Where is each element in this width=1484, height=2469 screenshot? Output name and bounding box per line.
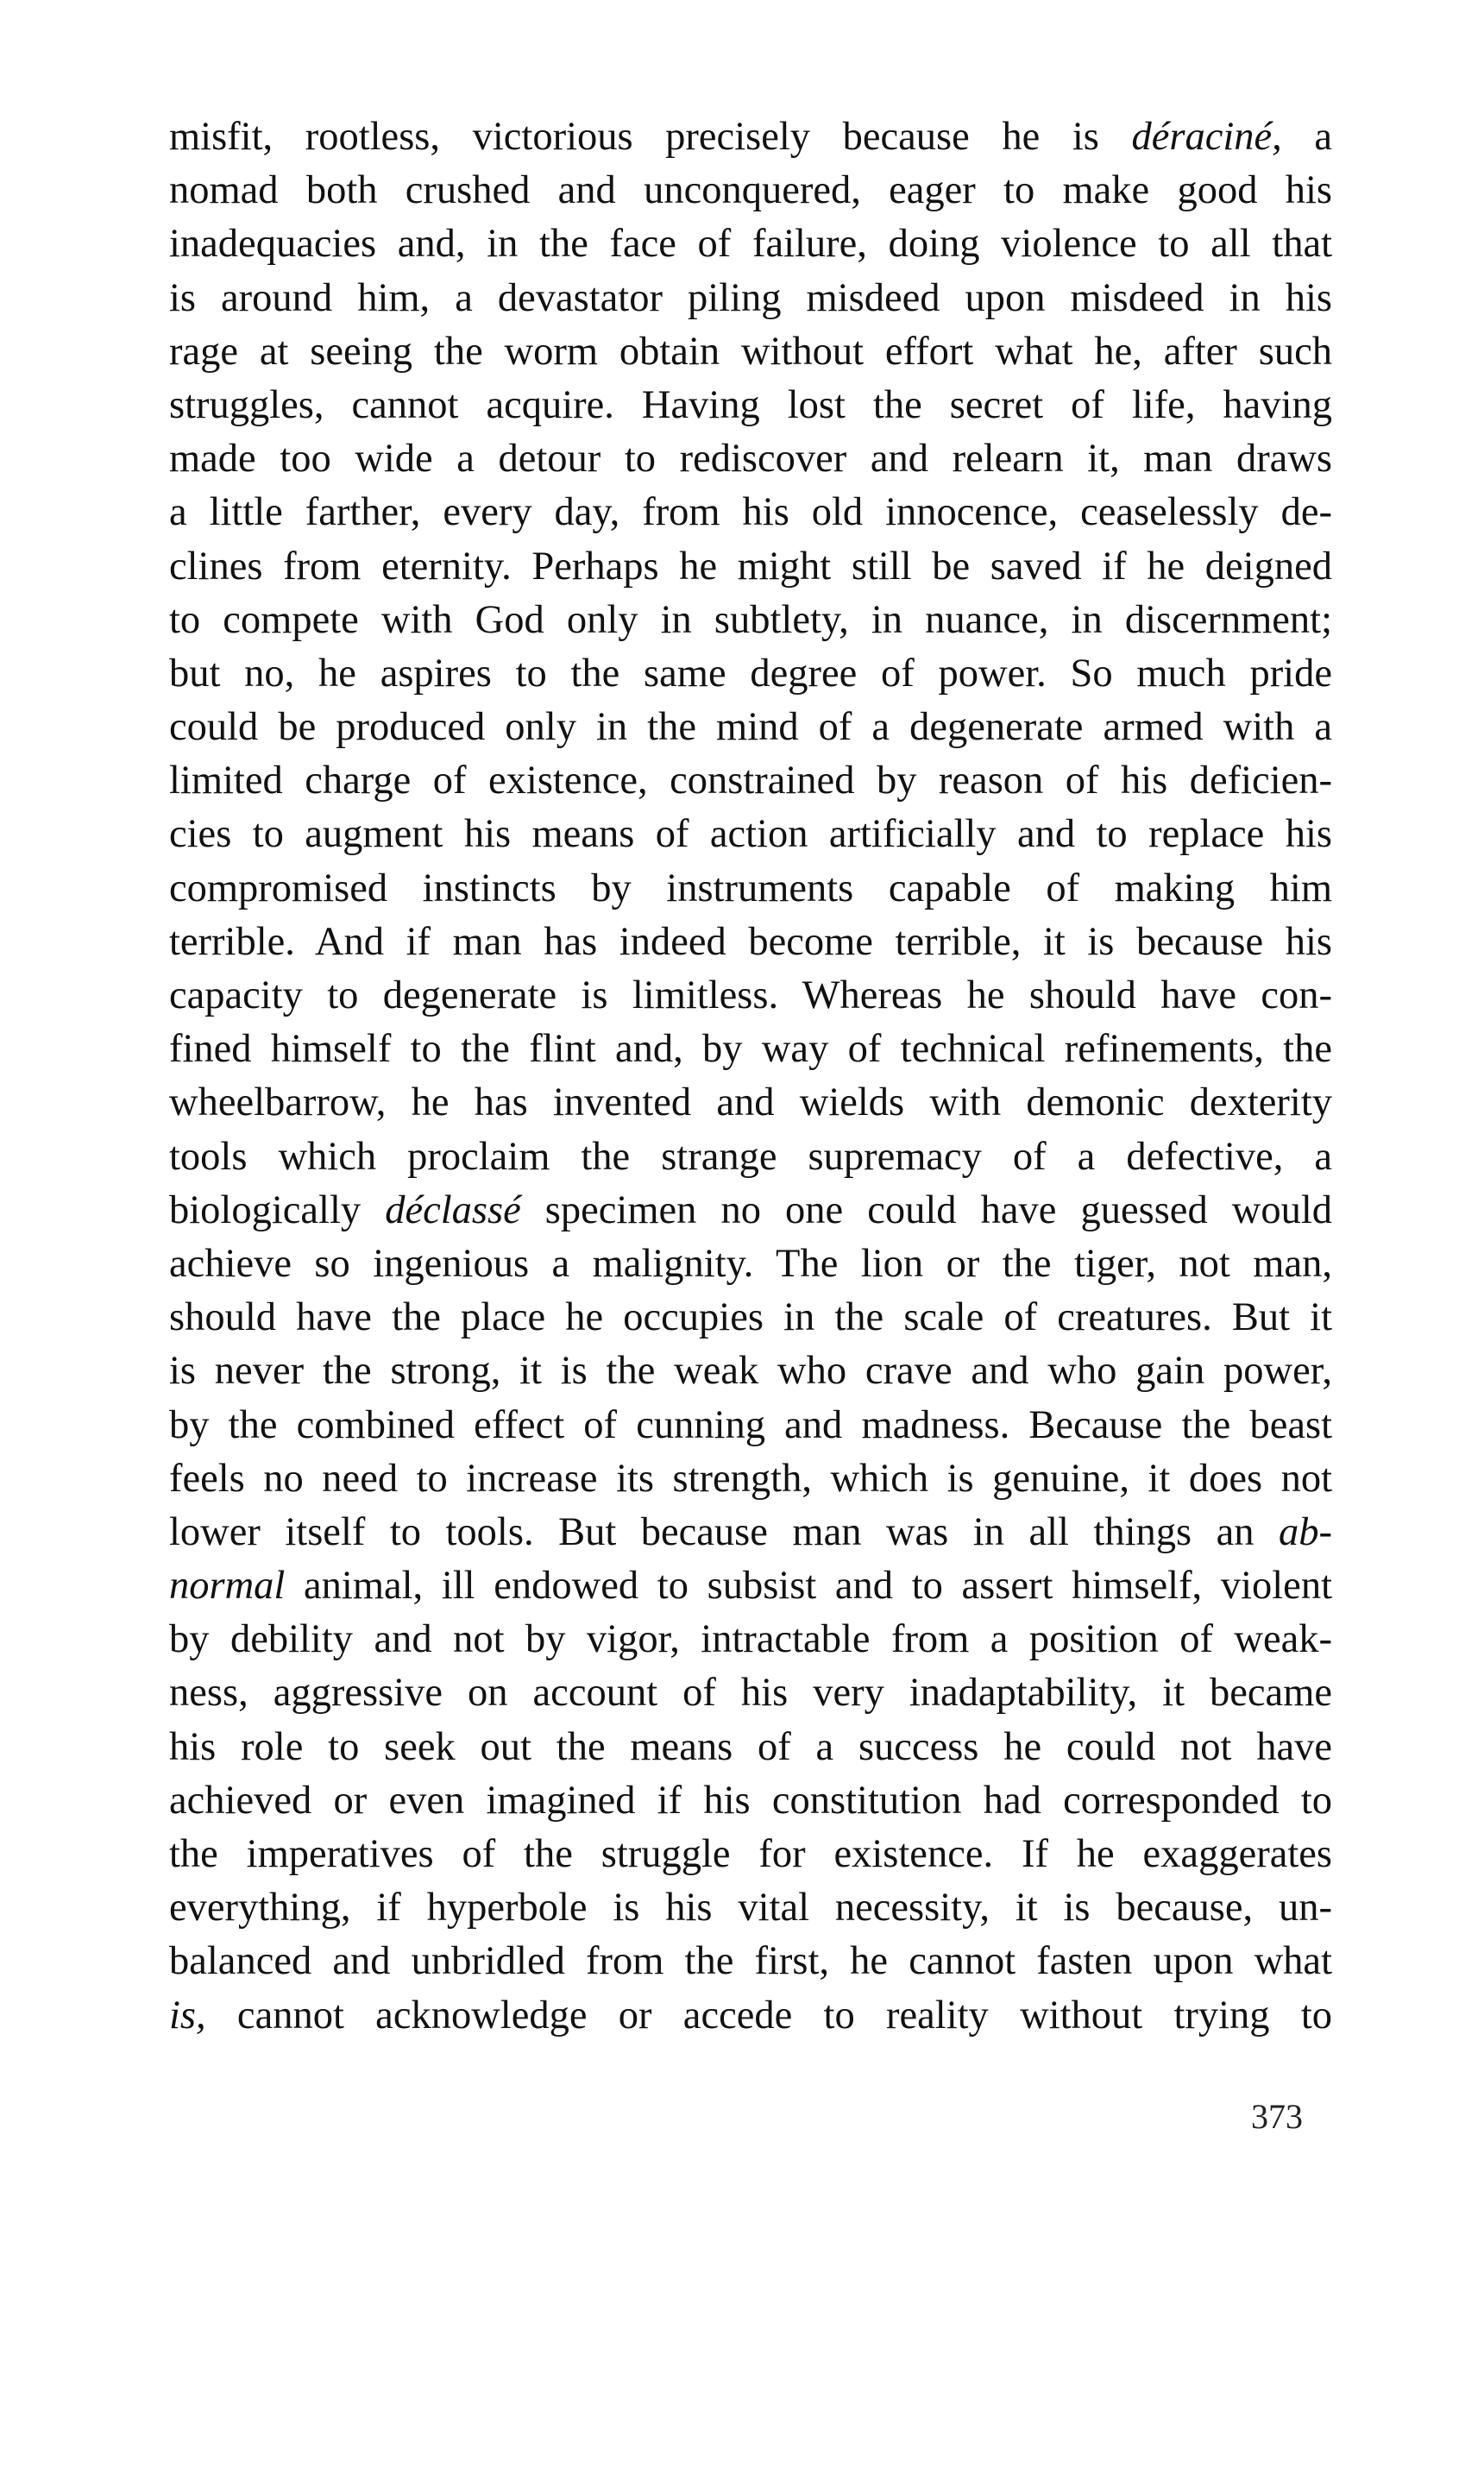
text-line [169, 862, 1332, 916]
text-run: misfit, rootless, victorious precisely because he is [169, 115, 1132, 159]
text-line [169, 1989, 1332, 2043]
text-line [169, 1399, 1332, 1452]
text-line [169, 1506, 1332, 1559]
text-line [169, 1291, 1332, 1345]
text-line [169, 164, 1332, 217]
text-run: specimen no one could have guessed would [520, 1187, 1333, 1232]
text-line [169, 325, 1332, 379]
text-line [169, 1666, 1332, 1720]
text-line [169, 1721, 1332, 1774]
text-run: cannot acknowledge or accede to reality without trying to [205, 1993, 1332, 2038]
text-run: achieved or even imagined if his constitution had corresponded to [169, 1778, 1332, 1823]
text-run: should have the place he occupies in the scale of creatures. But it [169, 1295, 1332, 1340]
text-run: terrible. And if man has indeed become terrible, it is because his [169, 919, 1332, 964]
text-line [169, 647, 1332, 701]
italic-text: déraciné, [1131, 115, 1282, 159]
text-line [169, 217, 1332, 271]
text-run: nomad both crushed and unconquered, eager to make good his [169, 168, 1332, 213]
text-run: made too wide a detour to rediscover and relearn it, man draws [169, 437, 1332, 482]
text-line [169, 486, 1332, 539]
text-run: is never the strong, it is the weak who crave and who gain power, [169, 1349, 1332, 1394]
text-line [169, 1881, 1332, 1935]
text-line [169, 432, 1332, 486]
italic-text: déclassé [385, 1187, 521, 1232]
text-line [169, 1238, 1332, 1291]
text-line [169, 916, 1332, 969]
text-line [169, 969, 1332, 1023]
text-run: inadequacies and, in the face of failure, doing violence to all that [169, 222, 1332, 267]
text-run: rage at seeing the worm obtain without effort what he, after such [169, 329, 1332, 374]
text-line [169, 1023, 1332, 1076]
text-run: ness, aggressive on account of his very inadaptability, it became [169, 1671, 1332, 1716]
text-run: a [1281, 115, 1333, 159]
text-run: to compete with God only in subtlety, in nuance, in discernment; [169, 597, 1332, 642]
italic-text: normal [169, 1564, 286, 1609]
italic-text: ab- [1279, 1509, 1332, 1554]
text-run: compromised instincts by instruments capable of making him [169, 866, 1332, 910]
text-run: capacity to degenerate is limitless. Whereas he should have con- [169, 973, 1332, 1017]
text-run: everything, if hyperbole is his vital necessity, it is because, un- [169, 1886, 1332, 1930]
text-run: a little farther, every day, from his old innocence, ceaselessly de- [169, 490, 1332, 535]
text-run: cies to augment his means of action artificially and to replace his [169, 812, 1332, 857]
text-line [169, 1935, 1332, 1988]
italic-text: is, [169, 1993, 206, 2038]
text-run: is around him, a devastator piling misdeed upon misdeed in his [169, 275, 1332, 320]
text-line [169, 1184, 1332, 1238]
text-run: feels no need to increase its strength, which is genuine, it does not [169, 1456, 1332, 1501]
text-line [169, 701, 1332, 754]
text-run: clines from eternity. Perhaps he might still be saved if he deigned [169, 544, 1332, 589]
text-line [169, 1559, 1332, 1613]
text-run: achieve so ingenious a malignity. The lion or the tiger, not man, [169, 1241, 1332, 1286]
text-line [169, 1345, 1332, 1398]
text-line [169, 540, 1332, 594]
text-line [169, 110, 1332, 164]
text-run: wheelbarrow, he has invented and wields with demonic dexterity [169, 1080, 1332, 1125]
text-line [169, 808, 1332, 861]
text-run: balanced and unbridled from the first, he cannot fasten upon what [169, 1939, 1332, 1984]
body-text [169, 110, 1332, 2043]
text-line [169, 1613, 1332, 1666]
text-line [169, 754, 1332, 808]
text-run: by debility and not by vigor, intractable from a position of weak- [169, 1617, 1332, 1662]
text-line [169, 379, 1332, 432]
text-run: but no, he aspires to the same degree of power. So much pride [169, 651, 1332, 696]
text-run: the imperatives of the struggle for existence. If he exaggerates [169, 1832, 1332, 1876]
text-line [169, 1452, 1332, 1506]
text-run: by the combined effect of cunning and madness. Because the beast [169, 1402, 1332, 1447]
text-run: animal, ill endowed to subsist and to assert himself, violent [285, 1564, 1332, 1609]
text-run: biologically [169, 1187, 386, 1232]
text-line [169, 1774, 1332, 1828]
text-run: limited charge of existence, constrained by reason of his deficien- [169, 759, 1332, 803]
text-line [169, 1131, 1332, 1184]
text-run: struggles, cannot acquire. Having lost the secret of life, having [169, 382, 1332, 427]
text-run: his role to seek out the means of a success he could not have [169, 1724, 1332, 1769]
text-run: lower itself to tools. But because man was in all things an [169, 1509, 1279, 1554]
text-line [169, 594, 1332, 647]
text-run: tools which proclaim the strange supremacy of a defective, a [169, 1134, 1332, 1179]
text-line [169, 1828, 1332, 1881]
text-run: could be produced only in the mind of a degenerate armed with a [169, 705, 1332, 750]
text-line [169, 272, 1332, 325]
text-line [169, 1076, 1332, 1130]
page-number: 373 [1251, 2097, 1303, 2136]
text-run: fined himself to the flint and, by way of technical refinements, the [169, 1027, 1332, 1072]
